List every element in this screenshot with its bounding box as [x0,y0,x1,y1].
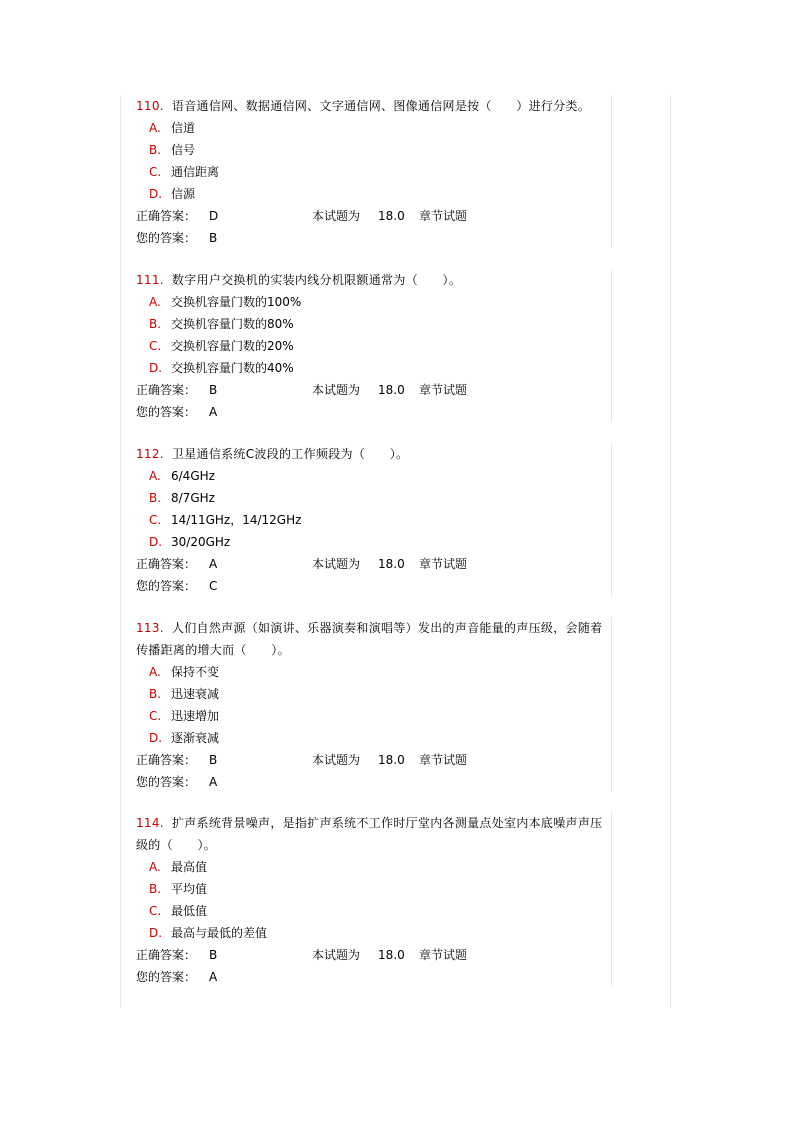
option-text: 逐渐衰减 [171,731,220,745]
option-d [136,727,614,749]
question-stem [136,812,614,856]
option-d [136,357,614,379]
correct-answer-value: D [209,209,219,223]
option-text: 交换机容量门数的20% [171,339,294,353]
your-answer-value: A [209,405,218,419]
option-text: 最高值 [171,860,208,874]
option-d [136,183,614,205]
your-answer-label: 您的答案： [136,579,197,593]
option-letter: C. [149,709,162,723]
option-c [136,900,614,922]
option-c [136,335,614,357]
option-letter: B. [149,317,162,331]
option-text: 30/20GHz [171,535,231,549]
option-letter: A. [149,469,161,483]
option-text: 最高与最低的差值 [171,926,268,940]
question-block [136,269,614,423]
your-answer-row [136,401,614,423]
question-stem [136,95,614,117]
your-answer-label: 您的答案： [136,970,197,984]
score-label: 本试题为 [312,383,361,397]
option-letter: D. [149,535,163,549]
option-text: 平均值 [171,882,208,896]
option-text: 交换机容量门数的100% [171,295,302,309]
option-a [136,291,614,313]
correct-answer-label: 正确答案： [136,383,197,397]
chapter-label: 章节试题 [419,209,468,223]
score-value: 18.0 [378,753,405,767]
your-answer-row [136,966,614,988]
your-answer-row [136,227,614,249]
question-text: 数字用户交换机的实装内线分机限额通常为（ ）。 [171,273,462,287]
question-stem [136,617,614,661]
option-letter: A. [149,295,161,309]
your-answer-value: A [209,970,218,984]
option-text: 信号 [171,143,196,157]
question-number: 110. [136,99,164,113]
question-number: 114. [136,816,164,830]
option-d [136,922,614,944]
option-text: 交换机容量门数的40% [171,361,294,375]
question-stem [136,443,614,465]
option-letter: D. [149,731,163,745]
option-letter: D. [149,187,163,201]
option-text: 信道 [171,121,196,135]
option-letter: B. [149,491,162,505]
question-number: 112. [136,447,164,461]
option-b [136,683,614,705]
option-letter: D. [149,361,163,375]
correct-answer-label: 正确答案： [136,753,197,767]
question-block [136,617,614,793]
question-text: 人们自然声源（如演讲、乐器演奏和演唱等）发出的声音能量的声压级，会随着传播距离的增大而（ ）。 [136,621,603,657]
question-block [136,812,614,988]
option-b [136,313,614,335]
option-text: 交换机容量门数的80% [171,317,294,331]
option-letter: B. [149,687,162,701]
your-answer-value: A [209,775,218,789]
option-a [136,117,614,139]
score-value: 18.0 [378,557,405,571]
your-answer-label: 您的答案： [136,405,197,419]
your-answer-value: B [209,231,218,245]
option-c [136,161,614,183]
option-letter: A. [149,665,161,679]
option-a [136,465,614,487]
option-d [136,531,614,553]
option-text: 通信距离 [171,165,220,179]
option-letter: A. [149,860,161,874]
left-border-rule [120,95,121,1007]
option-c [136,509,614,531]
correct-answer-row [136,205,614,227]
correct-answer-value: B [209,948,218,962]
score-label: 本试题为 [312,209,361,223]
option-letter: D. [149,926,163,940]
question-block [136,443,614,597]
option-letter: B. [149,143,162,157]
correct-answer-row [136,749,614,771]
your-answer-value: C [209,579,218,593]
option-text: 迅速增加 [171,709,220,723]
your-answer-label: 您的答案： [136,775,197,789]
correct-answer-row [136,379,614,401]
correct-answer-label: 正确答案： [136,209,197,223]
question-text: 扩声系统背景噪声，是指扩声系统不工作时厅堂内各测量点处室内本底噪声声压级的（ ）。 [136,816,603,852]
chapter-label: 章节试题 [419,557,468,571]
your-answer-label: 您的答案： [136,231,197,245]
option-b [136,487,614,509]
score-value: 18.0 [378,209,405,223]
option-text: 保持不变 [171,665,220,679]
score-value: 18.0 [378,383,405,397]
your-answer-row [136,575,614,597]
chapter-label: 章节试题 [419,383,468,397]
option-letter: A. [149,121,161,135]
question-text: 卫星通信系统C波段的工作频段为（ ）。 [171,447,409,461]
option-a [136,856,614,878]
correct-answer-row [136,944,614,966]
question-text: 语音通信网、数据通信网、文字通信网、图像通信网是按（ ）进行分类。 [171,99,591,113]
option-c [136,705,614,727]
correct-answer-value: B [209,753,218,767]
question-stem [136,269,614,291]
option-b [136,139,614,161]
score-value: 18.0 [378,948,405,962]
option-text: 迅速衰减 [171,687,220,701]
chapter-label: 章节试题 [419,948,468,962]
score-label: 本试题为 [312,557,361,571]
right-border-rule [670,95,671,1007]
option-text: 6/4GHz [171,469,215,483]
correct-answer-value: A [209,557,218,571]
option-text: 14/11GHz，14/12GHz [171,513,302,527]
option-text: 信源 [171,187,196,201]
your-answer-row [136,771,614,793]
option-letter: C. [149,513,162,527]
correct-answer-label: 正确答案： [136,948,197,962]
correct-answer-row [136,553,614,575]
correct-answer-value: B [209,383,218,397]
question-number: 111. [136,273,164,287]
correct-answer-label: 正确答案： [136,557,197,571]
option-b [136,878,614,900]
option-text: 8/7GHz [171,491,215,505]
chapter-label: 章节试题 [419,753,468,767]
question-number: 113. [136,621,164,635]
option-letter: C. [149,165,162,179]
option-letter: C. [149,904,162,918]
score-label: 本试题为 [312,948,361,962]
option-a [136,661,614,683]
option-letter: B. [149,882,162,896]
question-block [136,95,614,249]
score-label: 本试题为 [312,753,361,767]
option-letter: C. [149,339,162,353]
option-text: 最低值 [171,904,208,918]
